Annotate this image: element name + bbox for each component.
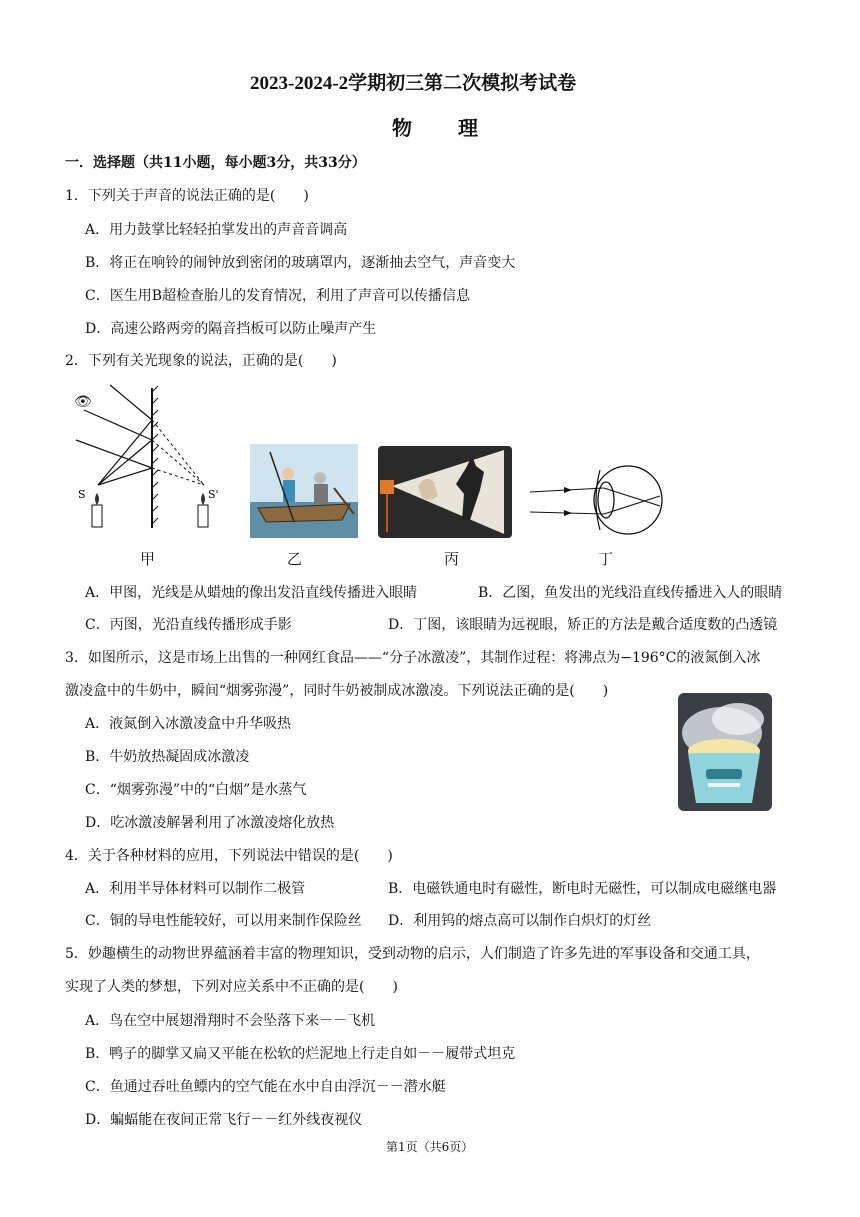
figure-boat-fishing [250, 444, 358, 538]
point-s-label: S [78, 488, 86, 501]
question-1-option-c: C．医生用B超检查胎儿的发育情况，利用了声音可以传播信息 [85, 288, 470, 304]
page-footer: 第1页（共6页） [386, 1140, 474, 1154]
question-5-stem-line2: 实现了人类的梦想，下列对应关系中不正确的是( ) [65, 979, 398, 995]
question-3-option-b: B．牛奶放热凝固成冰激凌 [85, 749, 250, 765]
question-1-stem: 1．下列关于声音的说法正确的是( ) [65, 188, 309, 204]
question-5-stem-line1: 5．妙趣横生的动物世界蕴涵着丰富的物理知识，受到动物的启示，人们制造了许多先进的军事设备和交通工具， [65, 946, 760, 962]
question-3-option-d: D．吃冰激凌解暑利用了冰激凌熔化放热 [85, 815, 335, 831]
question-4-option-b: B．电磁铁通电时有磁性，断电时无磁性，可以制成电磁继电器 [388, 881, 777, 897]
question-3-stem-line2: 激凌盒中的牛奶中，瞬间“烟雾弥漫”，同时牛奶被制成冰激凌。下列说法正确的是( ) [65, 683, 609, 699]
figure-hand-shadow [378, 446, 512, 538]
question-2-option-b: B．乙图，鱼发出的光线沿直线传播进入人的眼睛 [478, 585, 783, 601]
question-4-option-a: A．利用半导体材料可以制作二极管 [85, 881, 306, 897]
question-5-option-d: D．蝙蝠能在夜间正常飞行－－红外线夜视仪 [85, 1112, 363, 1128]
question-1-option-d: D．高速公路两旁的隔音挡板可以防止噪声产生 [85, 321, 377, 337]
question-1-option-a: A．用力鼓掌比轻轻拍掌发出的声音音调高 [85, 222, 348, 238]
question-4-stem: 4．关于各种材料的应用，下列说法中错误的是( ) [65, 848, 393, 864]
subject-title: 物 理 [392, 116, 480, 140]
figure-ice-cream-cup [678, 693, 772, 811]
question-5-option-b: B．鸭子的脚掌又扁又平能在松软的烂泥地上行走自如－－履带式坦克 [85, 1046, 516, 1062]
figure-caption-yi: 乙 [287, 550, 303, 568]
figure-mirror-reflection [70, 380, 230, 540]
figure-caption-ding: 丁 [598, 550, 614, 568]
figure-caption-jia: 甲 [140, 550, 156, 568]
figure-caption-bing: 丙 [444, 550, 460, 568]
question-4-option-d: D．利用钨的熔点高可以制作白炽灯的灯丝 [388, 913, 652, 929]
question-2-option-c: C．丙图，光沿直线传播形成手影 [85, 617, 292, 633]
question-3-option-c: C．“烟雾弥漫”中的“白烟”是水蒸气 [85, 782, 307, 798]
question-2-option-d: D．丁图，该眼睛为远视眼，矫正的方法是戴合适度数的凸透镜 [388, 617, 778, 633]
exam-title: 2023-2024-2学期初三第二次模拟考试卷 [250, 73, 577, 94]
question-2-option-a: A．甲图，光线是从蜡烛的像出发沿直线传播进入眼睛 [85, 585, 418, 601]
section-heading: 一．选择题（共11小题，每小题3分，共33分） [65, 155, 366, 171]
question-2-stem: 2．下列有关光现象的说法，正确的是( ) [65, 353, 337, 369]
question-4-option-c: C．铜的导电性能较好，可以用来制作保险丝 [85, 913, 362, 929]
question-5-option-c: C．鱼通过吞吐鱼鳔内的空气能在水中自由浮沉－－潜水艇 [85, 1079, 446, 1095]
question-3-option-a: A．液氮倒入冰激凌盒中升华吸热 [85, 716, 292, 732]
point-s-prime-label: S' [208, 488, 219, 501]
figure-eye-lens [528, 462, 668, 542]
eye-icon: 👁 [74, 394, 92, 410]
question-5-option-a: A．鸟在空中展翅滑翔时不会坠落下来－－飞机 [85, 1013, 376, 1029]
question-1-option-b: B．将正在响铃的闹钟放到密闭的玻璃罩内，逐渐抽去空气，声音变大 [85, 255, 516, 271]
question-3-stem-line1: 3．如图所示，这是市场上出售的一种网红食品——“分子冰激凌”，其制作过程：将沸点为−196°C的液氮倒入冰 [65, 650, 761, 666]
